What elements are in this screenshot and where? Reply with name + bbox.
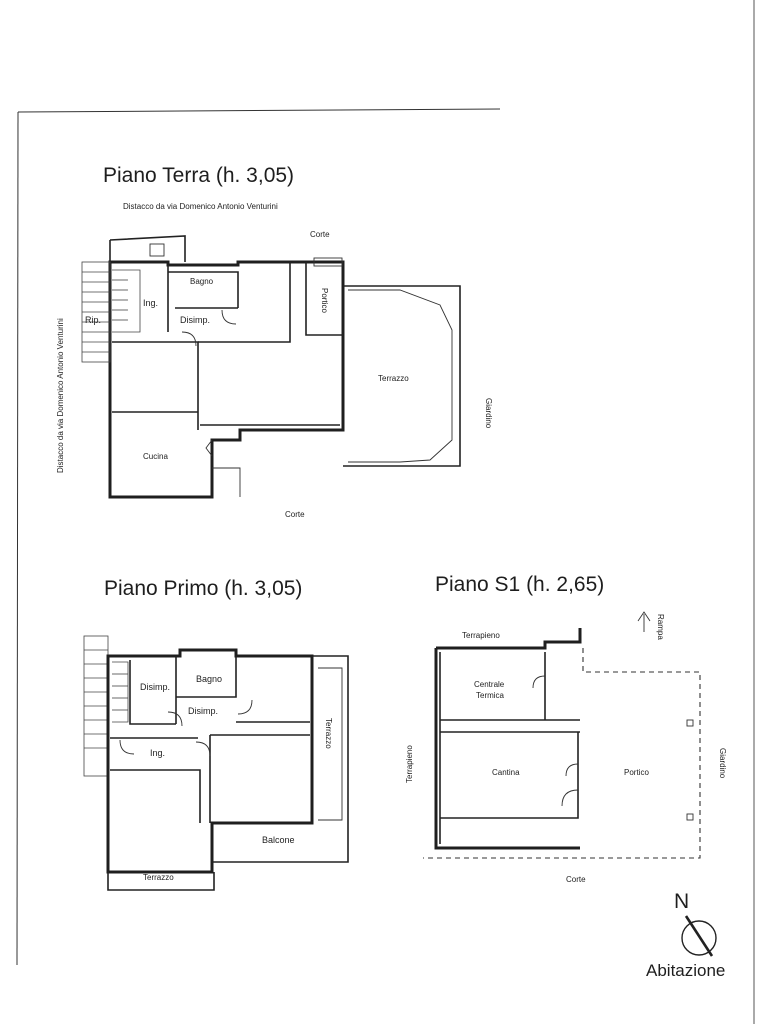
ground-room-terrazzo: Terrazzo bbox=[378, 374, 409, 383]
basement-plan bbox=[405, 573, 727, 884]
first-room-terrazzo-bottom: Terrazzo bbox=[143, 873, 174, 882]
basement-portico: Portico bbox=[624, 768, 649, 777]
first-room-balcone: Balcone bbox=[262, 835, 295, 845]
basement-title: Piano S1 (h. 2,65) bbox=[435, 573, 605, 596]
basement-corte: Corte bbox=[566, 875, 586, 884]
ground-room-ing: Ing. bbox=[143, 298, 159, 308]
basement-centrale-line2: Termica bbox=[476, 691, 505, 700]
ground-corte-top-label: Corte bbox=[310, 230, 330, 239]
first-room-disimp-center: Disimp. bbox=[188, 706, 219, 716]
basement-cantina: Cantina bbox=[492, 768, 520, 777]
ground-room-cucina: Cucina bbox=[143, 452, 168, 461]
basement-terrapieno-side-label: Terrapieno bbox=[405, 745, 414, 783]
ground-room-bagno: Bagno bbox=[190, 277, 214, 286]
ground-giardino-label: Giardino bbox=[484, 398, 493, 429]
north-compass bbox=[674, 890, 716, 956]
ground-corte-bottom-label: Corte bbox=[285, 510, 305, 519]
ground-room-disimp: Disimp. bbox=[180, 315, 211, 325]
basement-centrale-line1: Centrale bbox=[474, 680, 505, 689]
sheet-frame bbox=[17, 0, 754, 1024]
ground-room-portico: Portico bbox=[320, 288, 329, 313]
ground-floor-plan bbox=[56, 164, 493, 519]
footer-caption: Abitazione bbox=[646, 961, 726, 980]
basement-giardino: Giardino bbox=[718, 748, 727, 779]
compass-north-letter: N bbox=[674, 890, 690, 913]
first-room-ing: Ing. bbox=[150, 748, 166, 758]
ground-floor-title: Piano Terra (h. 3,05) bbox=[103, 164, 295, 187]
first-room-bagno: Bagno bbox=[196, 674, 223, 684]
basement-terrapieno-top-label: Terrapieno bbox=[462, 631, 500, 640]
compass-needle-icon bbox=[686, 916, 712, 956]
ground-distance-side-label: Distacco da via Domenico Antonio Venturini bbox=[56, 318, 65, 473]
ground-distance-top-label: Distacco da via Domenico Antonio Venturini bbox=[123, 202, 278, 211]
first-room-terrazzo-side: Terrazzo bbox=[324, 718, 333, 749]
first-floor-plan bbox=[84, 577, 348, 890]
ground-room-rip: Rip. bbox=[85, 315, 102, 325]
first-floor-title: Piano Primo (h. 3,05) bbox=[104, 577, 303, 600]
basement-rampa-label: Rampa bbox=[656, 614, 665, 640]
first-room-disimp-left: Disimp. bbox=[140, 682, 171, 692]
